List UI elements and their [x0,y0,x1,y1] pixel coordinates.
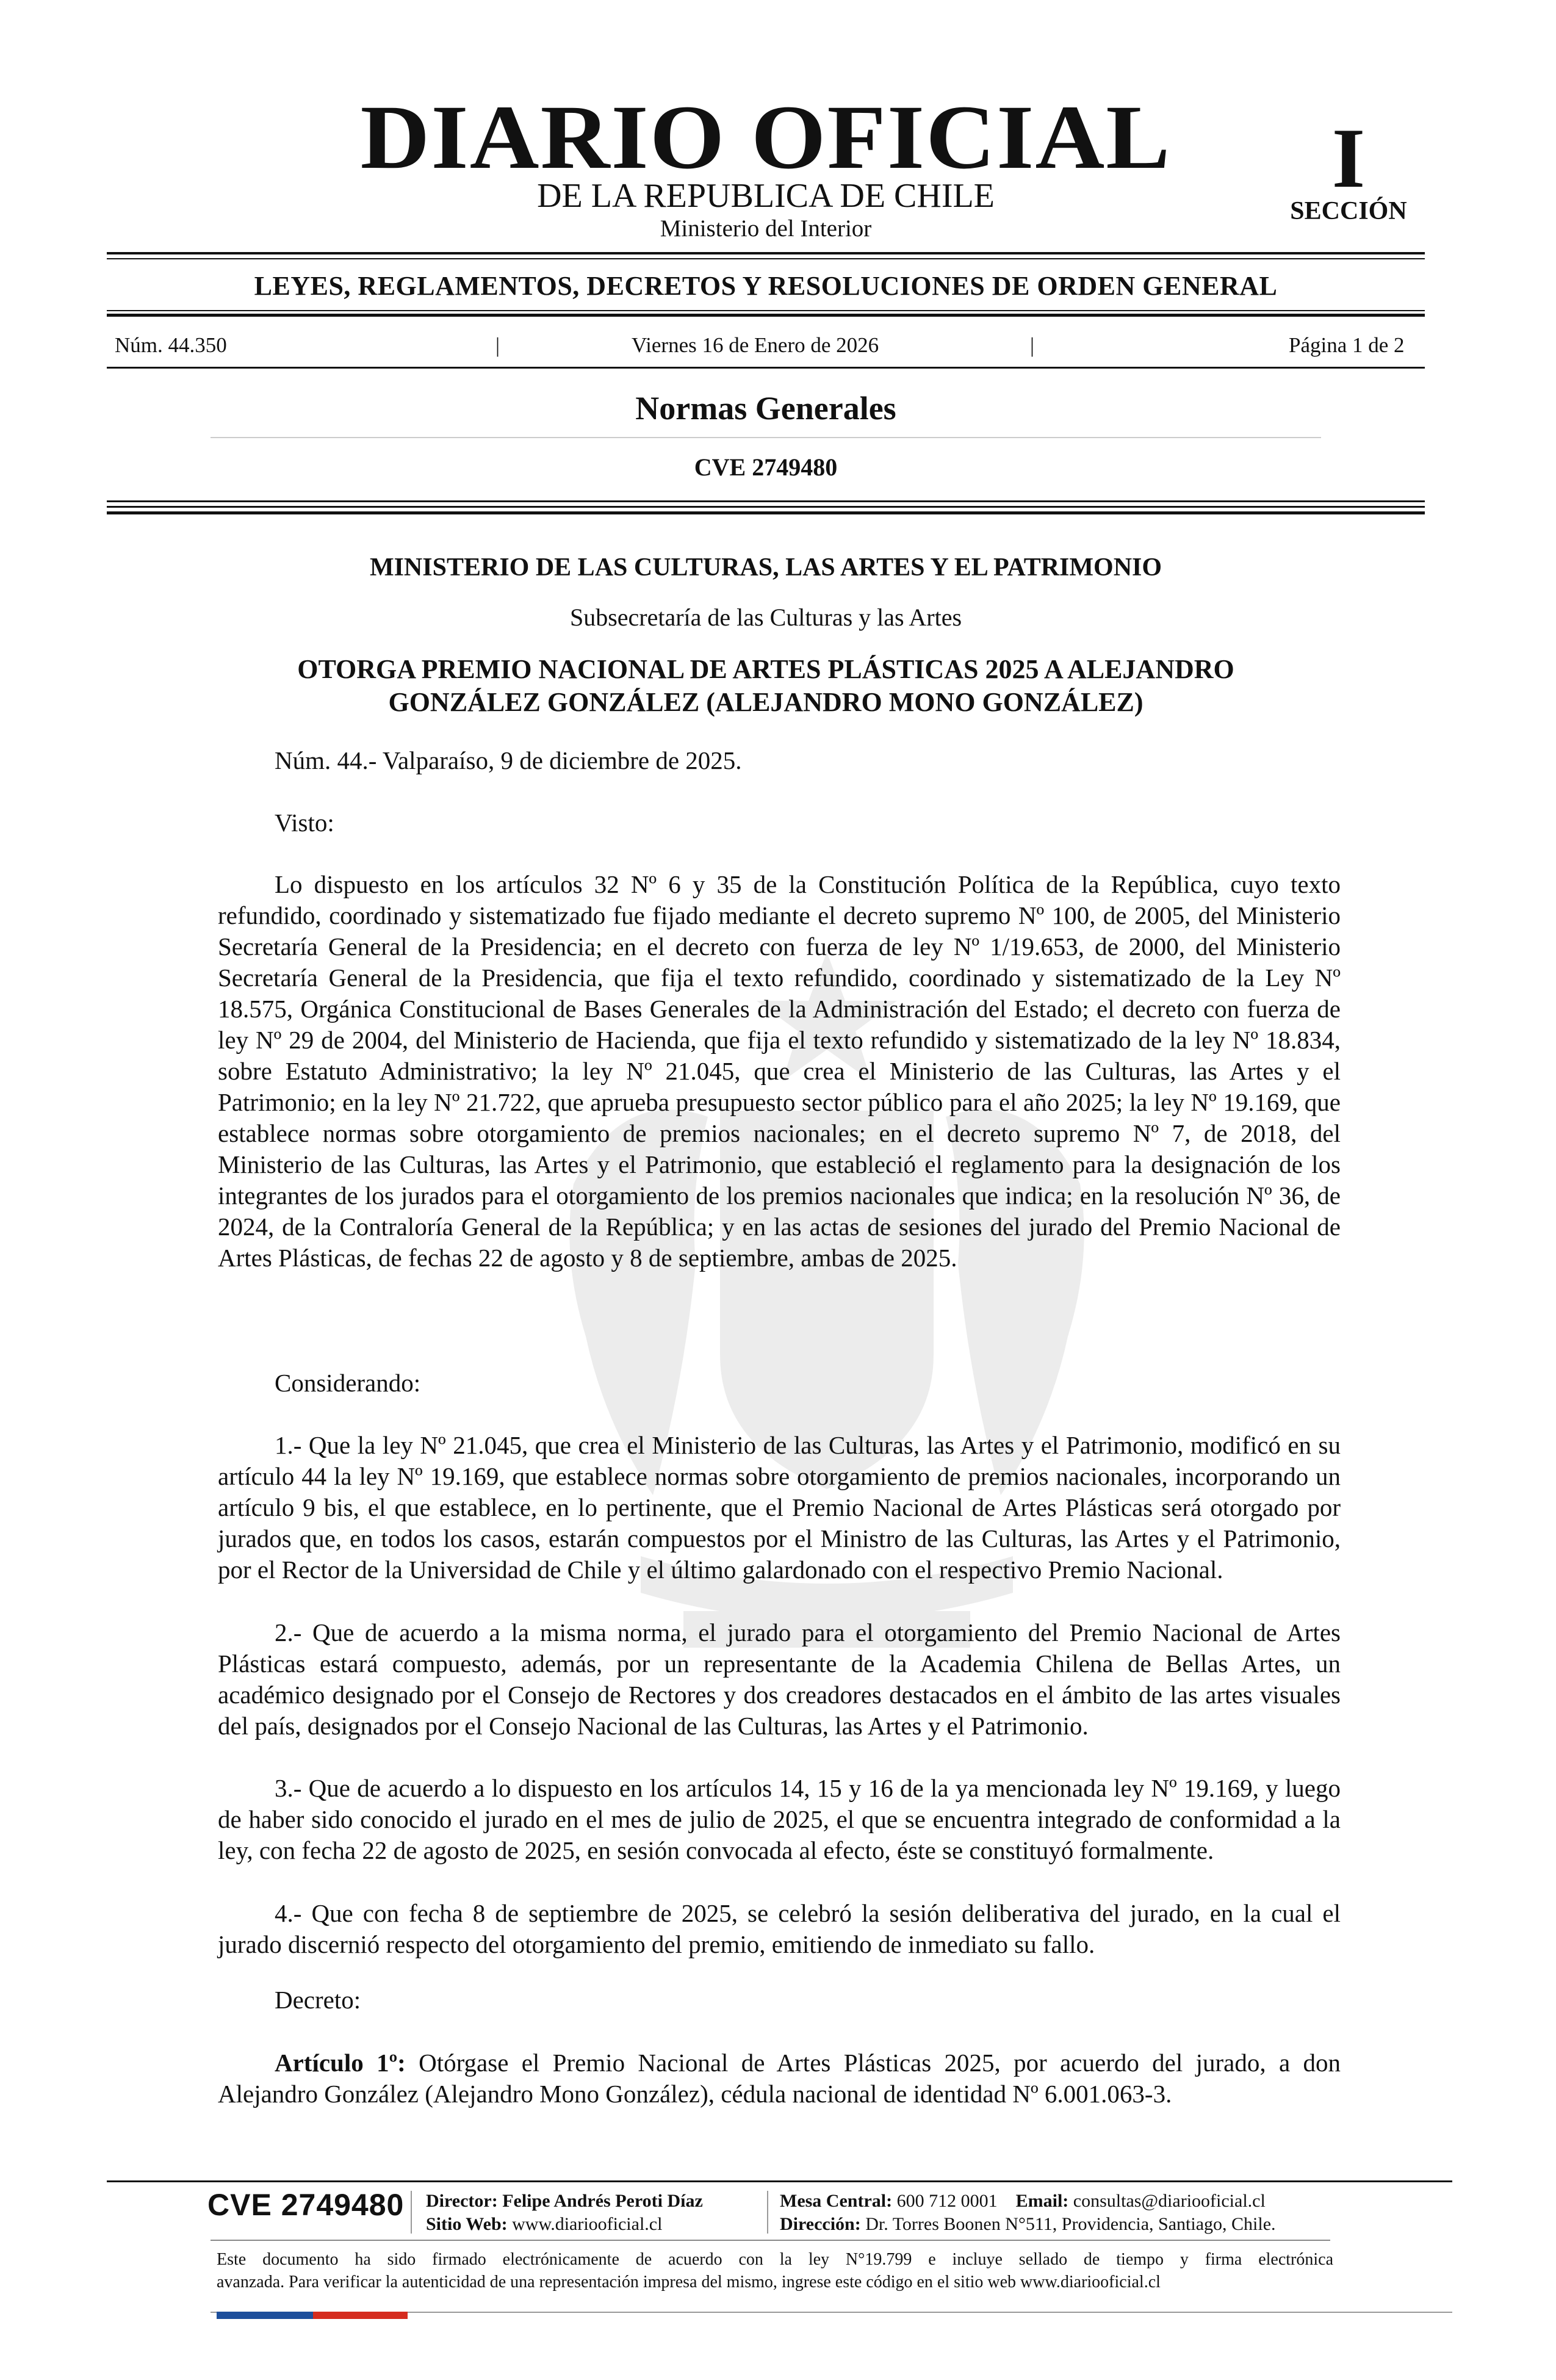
cve-header: CVE 2749480 [694,453,838,481]
header-rule-3 [107,511,1425,514]
visto-label: Visto: [275,809,334,837]
masthead [110,87,1422,250]
footer-legal-line-1: Este documento ha sido firmado electrónicamente de acuerdo con la ley N°19.799 e incluye sellado de tiempo y firma electrónica [217,2250,1333,2269]
footer-cve: CVE 2749480 [207,2188,405,2222]
footer-rule-mid [211,2240,1330,2241]
footer-director-block [426,2190,703,2235]
footer-site-label: Sitio Web: [426,2213,508,2234]
footer-separator-2 [767,2191,768,2234]
flag-bar-red [313,2312,408,2319]
section-heading-rule [211,437,1321,438]
section-number: I [1331,111,1366,206]
footer-site [426,2213,703,2236]
considerando-label: Considerando: [275,1369,421,1397]
document-title [183,653,1349,718]
footer-address-label: Dirección: [780,2213,861,2234]
ministry-heading: MINISTERIO DE LAS CULTURAS, LAS ARTES Y EL PATRIMONIO [369,554,1162,582]
issue-date: Viernes 16 de Enero de 2026 [632,333,879,357]
considerando-1: 1.- Que la ley Nº 21.045, que crea el Ministerio de las Culturas, las Artes y el Patrimonio, modificó en su artículo 44 la ley Nº 19.169, que establece normas sobre otorgamiento de premios nacionales, incorporando un artículo 9 bis, el que establece, en lo pertinente, que el Premio Nacional de Artes Plásticas será otorgado por jurados que, en todos los casos, estarán compuestos por el Ministro de las Culturas, las Artes y el Patrimonio, por el Rector de la Universidad de Chile y el último galardonado con el respectivo Premio Nacional. [218,1431,1341,1584]
issue-separator-right: | [1030,333,1035,357]
document-title-line-2: GONZÁLEZ GONZÁLEZ (ALEJANDRO MONO GONZÁLEZ) [388,687,1144,717]
decree-number: Núm. 44.- Valparaíso, 9 de diciembre de 2025. [275,746,742,774]
masthead-title: DIARIO OFICIAL [360,87,1172,188]
masthead-rule-top [107,252,1425,254]
band-rule-bottom-thick [107,314,1425,317]
footer-legal-line-2: avanzada. Para verificar la autenticidad de una representación impresa del mismo, ingrese este código en el sitio web www.diariooficial.cl [217,2273,1161,2292]
footer-site-link[interactable]: www.diariooficial.cl [512,2213,663,2234]
footer-rule-top [107,2180,1452,2182]
footer-address-value: Dr. Torres Boonen N°511, Providencia, Santiago, Chile. [865,2213,1276,2234]
footer-director [426,2190,703,2213]
footer-contact-line [780,2190,1276,2213]
footer-separator-1 [411,2191,412,2234]
section-heading: Normas Generales [635,390,896,427]
band-rule-bottom [107,310,1425,311]
articulo-1 [218,2047,1341,2110]
header-rule-1 [107,500,1425,502]
visto-paragraph: Lo dispuesto en los artículos 32 Nº 6 y 35 de la Constitución Política de la República, cuyo texto refundido, coordinado y sistematizado fue fijado mediante el decreto supremo Nº 100, de 2005, del Ministerio Secretaría General de la Presidencia; en el decreto con fuerza de ley Nº 1/19.653, de 2000, del Ministerio Secretaría General de la Presidencia, que fija el texto refundido, coordinado y sistematizado de la Ley Nº 18.575, Orgánica Constitucional de Bases Generales de la Administración del Estado; el decreto con fuerza de ley Nº 29 de 2004, del Ministerio de Hacienda, que fija el texto refundido y sistematizado de la ley Nº 18.834, sobre Estatuto Administrativo; la ley Nº 21.045, que crea el Ministerio de las Culturas, las Artes y el Patrimonio; en la ley Nº 21.722, que aprueba presupuesto sector público para el año 2025; la ley Nº 19.169, que establece normas sobre otorgamiento de premios nacionales; en el decreto supremo Nº 7, de 2018, del Ministerio de las Culturas, las Artes y el Patrimonio, que estableció el reglamento para la designación de los integrantes de los jurados para el otorgamiento de los premios nacionales que indica; en la resolución Nº 36, de 2024, de la Contraloría General de la República; y en las actas de sesiones del jurado del Premio Nacional de Artes Plásticas, de fechas 22 de agosto y 8 de septiembre, ambas de 2025. [218,870,1341,1272]
subsecretaria-heading: Subsecretaría de las Culturas y las Artes [569,604,962,631]
considerando-4: 4.- Que con fecha 8 de septiembre de 2025, se celebró la sesión deliberativa del jurado, en la cual el jurado discernió respecto del otorgamiento del premio, emitiendo de inmediato su fallo. [218,1899,1341,1958]
issue-number: Núm. 44.350 [115,333,227,357]
considerando-2: 2.- Que de acuerdo a la misma norma, el jurado para el otorgamiento del Premio Nacional de Artes Plásticas estará compuesto, además, por un representante de la Academia Chilena de Bellas Artes, un académico designado por el Consejo de Rectores y dos creadores destacados en el ámbito de las artes visuales del país, designados por el Consejo Nacional de las Culturas, las Artes y el Patrimonio. [218,1618,1341,1740]
issue-rule [107,367,1425,369]
footer-contact-block [780,2190,1276,2235]
flag-bar-blue [217,2312,313,2319]
issue-separator-left: | [495,333,500,357]
document-title-line-1: OTORGA PREMIO NACIONAL DE ARTES PLÁSTICAS 2025 A ALEJANDRO [297,654,1234,684]
articulo-1-label: Artículo 1º: [275,2049,406,2077]
articulo-1-text: Otórgase el Premio Nacional de Artes Plásticas 2025, por acuerdo del jurado, a don Alejandro González (Alejandro Mono González), cédula nacional de identidad Nº 6.001.063-3. [218,2049,1341,2108]
masthead-rule-thin [107,258,1425,259]
band-title: LEYES, REGLAMENTOS, DECRETOS Y RESOLUCIONES DE ORDEN GENERAL [254,271,1278,301]
decreto-label: Decreto: [275,1986,361,2014]
footer-director-label: Director: [426,2191,498,2211]
masthead-ministry: Ministerio del Interior [660,215,872,242]
masthead-subtitle: DE LA REPUBLICA DE CHILE [537,177,995,215]
header-rule-2 [107,506,1425,508]
footer-email-link[interactable]: consultas@diariooficial.cl [1073,2191,1266,2211]
section-label: SECCIÓN [1290,197,1407,225]
issue-page: Página 1 de 2 [1289,333,1405,357]
footer-director-name: Felipe Andrés Peroti Díaz [502,2191,703,2211]
footer-address-line [780,2213,1276,2236]
footer-mesa-label: Mesa Central: [780,2191,893,2211]
footer-email-label: Email: [1015,2191,1069,2211]
considerando-3: 3.- Que de acuerdo a lo dispuesto en los artículos 14, 15 y 16 de la ya mencionada ley Nº 19.169, y luego de haber sido conocido el jurado en el mes de julio de 2025, el que se encuentra integrado de conformidad a la ley, con fecha 22 de agosto de 2025, en sesión convocada al efecto, éste se constituyó formalmente. [218,1774,1341,1864]
footer-mesa-value: 600 712 0001 [896,2191,998,2211]
